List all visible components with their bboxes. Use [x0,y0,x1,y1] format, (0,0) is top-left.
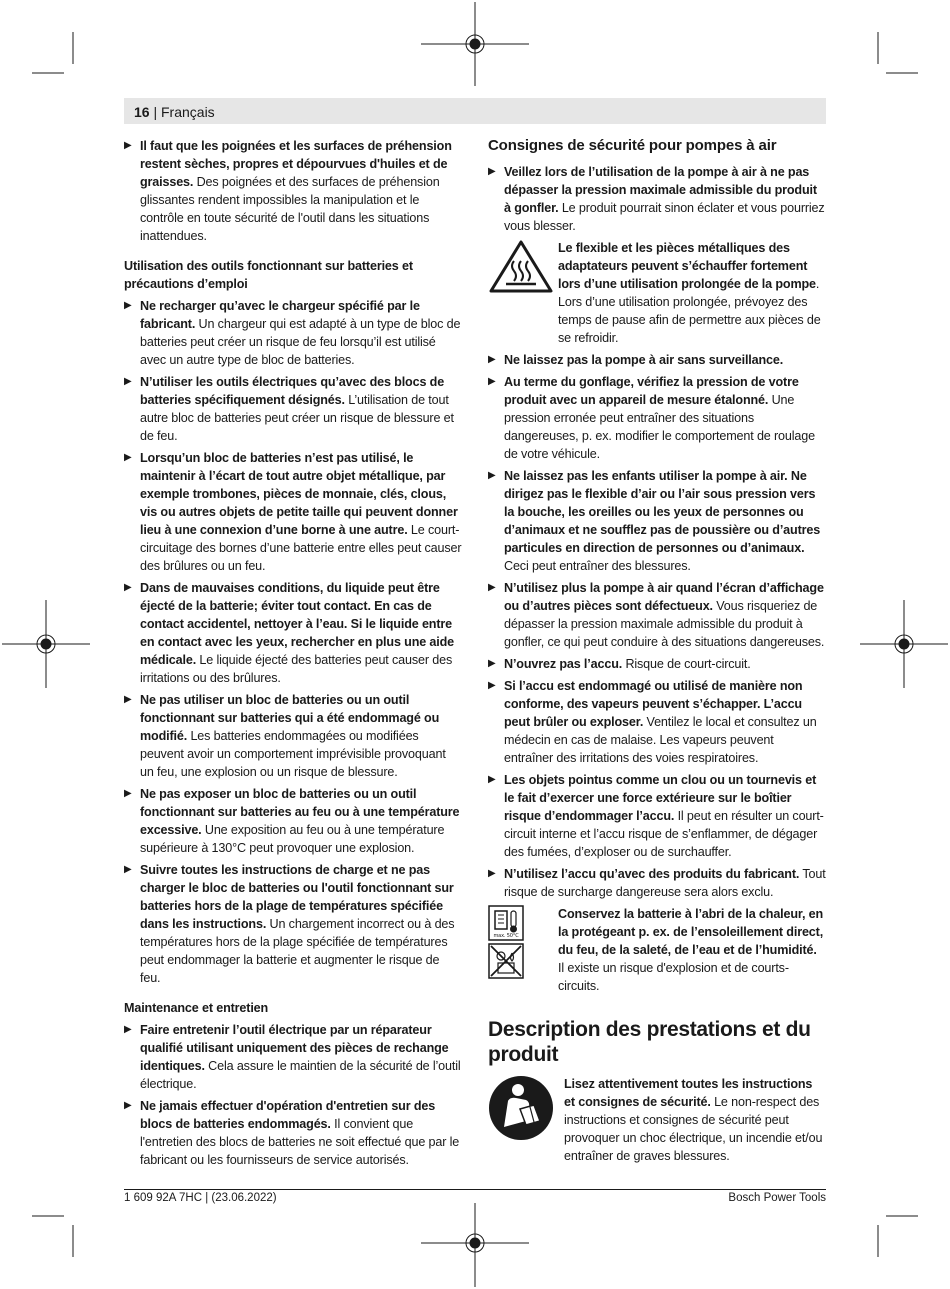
bullet-item [124,1021,462,1093]
bullet-item [124,861,462,987]
item-bold: Ne laissez pas la pompe à air sans surveillance. [504,353,784,367]
warning-text: . Lors d’une utilisation prolongée, prévoyez des temps de pause afin de permettre aux pièces de se refroidir. [558,277,821,345]
no-sun-water-icon [489,944,523,978]
battery-storage-icons [488,905,558,984]
item-bold: Lorsqu’un bloc de batteries n’est pas utilisé, le maintenir à l’écart de tout autre objet métallique, par exemple trombones, pièces de monnaie, clés, clous, vis ou autres objets de petite taille qui peuvent donner lieu à une connexion d’une borne à une autre. [140,451,458,537]
item-text: Il peut en résulter un court-circuit interne et l’accu risque de s’enflammer, de dégager des fumées, d’exploser ou de surchauffer. [504,809,824,859]
read-instructions-text [564,1075,826,1165]
item-text: Le court-circuitage des bornes d’une batterie entre elles peut causer des brûlures ou un feu. [140,523,462,573]
item-text: Une pression erronée peut entraîner des situations dangereuses, p. ex. modifier le comportement de roulage de votre véhicule. [504,393,815,461]
bullet-item [124,579,462,687]
page-header-bar [124,98,826,124]
item-bold: Dans de mauvaises conditions, du liquide peut être éjecté de la batterie; éviter tout contact. En cas de contact accidentel, nettoyer à l’eau. Si le liquide entre en contact avec les yeux, rechercher en plus une aide médicale. [140,581,455,667]
item-text: Cela assure le maintien de la sécurité de l’outil électrique. [140,1059,461,1091]
item-text: Tout risque de surcharge dangereuse sera alors exclu. [504,867,826,899]
header-separator: | [153,104,158,120]
bullet-item [124,449,462,575]
read-manual-icon [488,1075,564,1146]
item-text: Une exposition au feu ou à une température supérieure à 130°C peut provoquer une explosion. [140,823,445,855]
bullet-item [124,297,462,369]
hot-surface-warning [488,239,826,347]
item-text: L’utilisation de tout autre bloc de batteries peut créer un risque de blessure et de feu. [140,393,454,443]
max-temperature-icon [489,906,523,940]
item-bold: Si l’accu est endommagé ou utilisé de manière non conforme, des vapeurs peuvent s’échapper. L’accu peut brûler ou exploser. [504,679,803,729]
item-bold: Il faut que les poignées et les surfaces de préhension restent sèches, propres et dépourvues d'huiles et de graisses. [140,139,452,189]
note-bold: Conservez la batterie à l’abri de la chaleur, en la protégeant p. ex. de l’ensoleillement direct, du feu, de la saleté, de l’eau et de l’humidité. [558,907,824,957]
description-heading: Description des prestations et du produit [488,1018,811,1066]
item-text: Risque de court-circuit. [622,657,751,671]
footer-rule [124,1189,826,1190]
item-bold: N’ouvrez pas l’accu. [504,657,623,671]
bullet-item [124,691,462,781]
bullet-item [124,1097,462,1169]
item-bold: N’utilisez l’accu qu’avec des produits du fabricant. [504,867,800,881]
item-text: Le liquide éjecté des batteries peut causer des irritations ou des brûlures. [140,653,453,685]
item-text: Vous risqueriez de dépasser la pression maximale admissible du produit à gonfler, ce qui peut conduire à des situations dangereuses. [504,599,825,649]
item-bold: N’utilisez plus la pompe à air quand l’écran d’affichage ou d’autres pièces sont défectueux. [504,581,824,613]
item-bold: Ne pas utiliser un bloc de batteries ou un outil fonctionnant sur batteries qui a été endommagé ou modifié. [140,693,440,743]
battery-storage-text [558,905,826,995]
item-bold: Les objets pointus comme un clou ou un tournevis et le fait d’exercer une force extérieure sur le boîtier risque d’endommager l’accu. [504,773,817,823]
footer-brand: Bosch Power Tools [728,1192,826,1204]
item-bold: Ne recharger qu’avec le chargeur spécifié par le fabricant. [140,299,420,331]
maintenance-section-heading: Maintenance et entretien [124,1001,269,1015]
registration-mark-bottom [421,1203,529,1287]
page-header [134,104,215,120]
registration-mark-left [2,600,90,688]
bullet-item [488,163,826,235]
battery-storage-note [488,905,826,995]
item-bold: Faire entretenir l’outil électrique par un réparateur qualifié utilisant uniquement des pièces de rechange identiques. [140,1023,449,1073]
item-text: Les batteries endommagées ou modifiées peuvent avoir un comportement imprévisible provoquant un feu, une explosion ou un risque de blessure. [140,729,446,779]
item-text: Ventilez le local et consultez un médecin en cas de malaise. Les vapeurs peuvent entraîner des irritations des voies respiratoires. [504,715,817,765]
item-bold: Ne laissez pas les enfants utiliser la pompe à air. Ne dirigez pas le flexible d’air ou l’air sous pression vers la bouche, les oreilles ou les yeux de personnes ou d’animaux et ne soufflez pas de poussière ou d’autres particules en direction de personnes ou d’animaux. [504,469,821,555]
bullet-item [488,865,826,901]
left-column [124,137,462,1173]
item-bold: Suivre toutes les instructions de charge et ne pas charger le bloc de batteries ou l'outil fonctionnant sur batteries hors de la plage de températures spécifiée dans les instructions. [140,863,454,931]
registration-mark-right [860,600,948,688]
page-number: 16 [134,104,150,120]
item-text: Ceci peut entraîner des blessures. [504,559,691,573]
bullet-item [488,467,826,575]
bullet-item [124,137,462,245]
item-text: Le produit pourrait sinon éclater et vous pourriez vous blesser. [504,201,825,233]
note-text: Le non-respect des instructions et consignes de sécurité peut provoquer un choc électrique, un incendie et/ou entraîner de graves blessures. [564,1095,823,1163]
bullet-item [124,785,462,857]
warning-bold: Le flexible et les pièces métalliques des adaptateurs peuvent s’échauffer fortement lors d’une utilisation prolongée de la pompe [558,241,816,291]
right-column [488,137,826,1169]
header-language: Français [161,104,215,120]
item-bold: Ne pas exposer un bloc de batteries ou un outil fonctionnant sur batteries au feu ou à une température excessive. [140,787,460,837]
bullet-item [488,771,826,861]
bullet-item [488,677,826,767]
read-instructions-note [488,1075,826,1165]
hot-surface-warning-text [558,239,826,347]
footer-doc-ref: 1 609 92A 7HC | (23.06.2022) [124,1192,277,1204]
item-bold: Veillez lors de l’utilisation de la pompe à air à ne pas dépasser la pression maximale admissible du produit à gonfler. [504,165,817,215]
hot-surface-warning-icon [488,239,558,300]
item-bold: N’utiliser les outils électriques qu’avec des blocs de batteries spécifiquement désignés. [140,375,445,407]
bullet-item [488,655,826,673]
item-bold: Ne jamais effectuer d'opération d'entretien sur des blocs de batteries endommagés. [140,1099,436,1131]
bullet-item [488,579,826,651]
note-bold: Lisez attentivement toutes les instructions et consignes de sécurité. [564,1077,813,1109]
item-text: Un chargeur qui est adapté à un type de bloc de batteries peut créer un risque de feu lorsqu’il est utilisé avec un autre type de bloc de batteries. [140,317,461,367]
bullet-item [488,373,826,463]
pump-safety-heading: Consignes de sécurité pour pompes à air [488,137,777,154]
bullet-item [124,373,462,445]
note-text: Il existe un risque d'explosion et de courts-circuits. [558,961,789,993]
battery-section-heading: Utilisation des outils fonctionnant sur batteries et précautions d’emploi [124,259,413,291]
bullet-item [488,351,826,369]
item-text: Il convient que l'entretien des blocs de batteries ne soit effectué que par le fabricant ou les fournisseurs de service autorisés. [140,1117,460,1167]
item-text: Des poignées et des surfaces de préhension glissantes rendent impossibles la manipulation et le contrôle en toute sécurité de l'outil dans les situations inattendues. [140,175,440,243]
max-temperature-label: max. 50°C [493,933,519,939]
registration-mark-top [421,2,529,86]
item-text: Un chargement incorrect ou à des températures hors de la plage spécifiée de températures peut endommager la batterie et augmenter le risque de feu. [140,917,455,985]
item-bold: Au terme du gonflage, vérifiez la pression de votre produit avec un appareil de mesure étalonné. [504,375,799,407]
